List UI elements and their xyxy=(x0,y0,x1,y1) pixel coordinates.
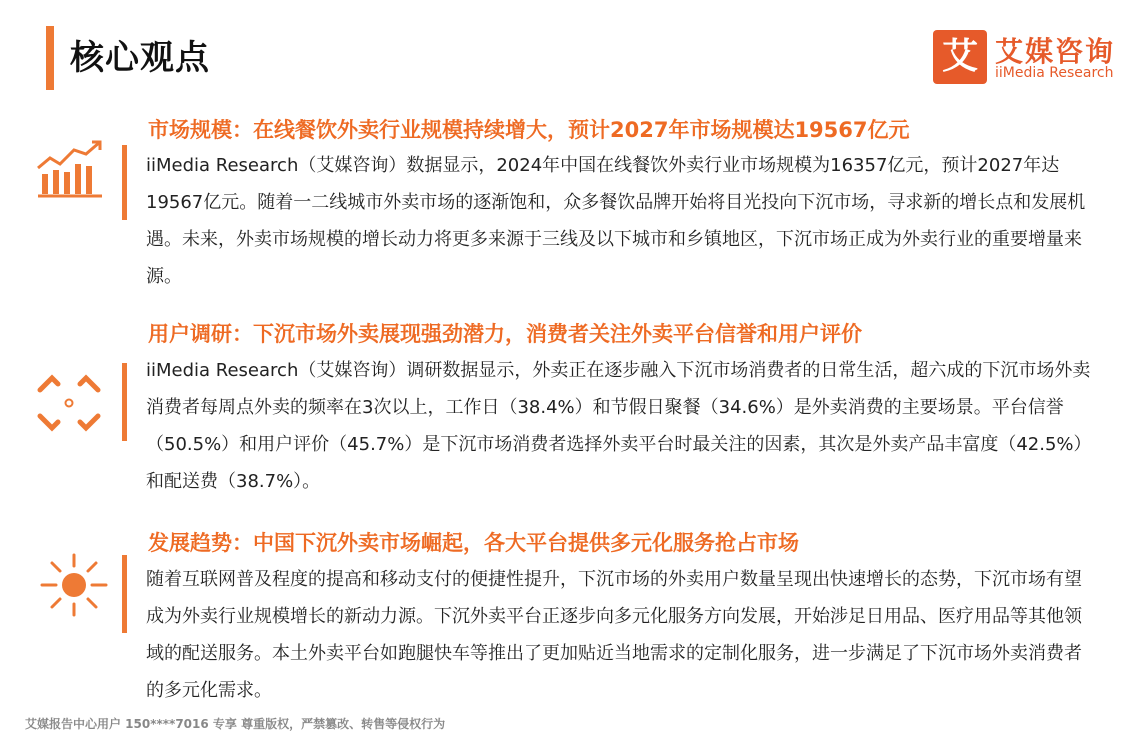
expand-arrows-icon xyxy=(34,372,104,434)
logo-mark: 艾 xyxy=(933,30,987,84)
section-heading: 发展趋势：中国下沉外卖市场崛起，各大平台提供多元化服务抢占市场 xyxy=(148,531,799,555)
brand-logo xyxy=(933,30,1118,86)
section-accent-bar xyxy=(122,363,127,441)
section-heading: 用户调研：下沉市场外卖展现强劲潜力，消费者关注外卖平台信誉和用户评价 xyxy=(148,322,862,346)
section-body: iiMedia Research（艾媒咨询）数据显示，2024年中国在线餐饮外卖行业市场规模为16357亿元，预计2027年达19567亿元。随着一二线城市外卖市场的逐渐饱和，众多餐饮品牌开始将目光投向下沉市场，寻求新的增长点和发展机遇。未来，外卖市场规模的增长动力将更多来源于三线及以下城市和乡镇地区，下沉市场正成为外卖行业的重要增量来源。 xyxy=(146,155,1086,287)
section-body: iiMedia Research（艾媒咨询）调研数据显示，外卖正在逐步融入下沉市场消费者的日常生活，超六成的下沉市场外卖消费者每周点外卖的频率在3次以上，工作日（38.4%）和节假日聚餐（34.6%）是外卖消费的主要场景。平台信誉（50.5%）和用户评价（45.7%）是下沉市场消费者选择外卖平台时最关注的因素，其次是外卖产品丰富度（42.5%）和配送费（38.7%）。 xyxy=(146,360,1091,492)
logo-text-cn: 艾媒咨询 xyxy=(995,35,1116,68)
copyright-footer: 艾媒报告中心用户 150****7016 专享 尊重版权，严禁篡改、转售等侵权行为 xyxy=(25,717,446,731)
page-title: 核心观点 xyxy=(70,38,210,78)
section-body: 随着互联网普及程度的提高和移动支付的便捷性提升，下沉市场的外卖用户数量呈现出快速增长的态势，下沉市场有望成为外卖行业规模增长的新动力源。下沉外卖平台正逐步向多元化服务方向发展，开始涉足日用品、医疗用品等其他领域的配送服务。本土外卖平台如跑腿快车等推出了更加贴近当地需求的定制化服务，进一步满足了下沉市场外卖消费者的多元化需求。 xyxy=(146,569,1082,701)
section-heading: 市场规模：在线餐饮外卖行业规模持续增大，预计2027年市场规模达19567亿元 xyxy=(148,118,910,142)
section-accent-bar xyxy=(122,555,127,633)
section-accent-bar xyxy=(122,145,127,220)
sun-icon xyxy=(34,552,114,618)
title-accent-bar xyxy=(46,26,54,90)
logo-text-en: iiMedia Research xyxy=(995,65,1114,81)
bar-chart-icon xyxy=(34,138,106,200)
